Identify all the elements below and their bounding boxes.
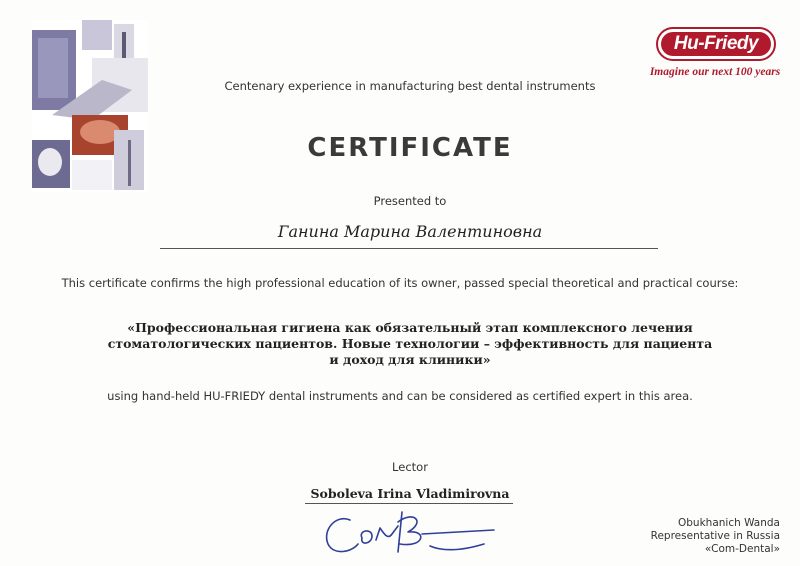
representative-company: «Com-Dental» [704, 543, 780, 555]
course-title [100, 320, 720, 368]
course-line: «Профессиональная гигиена как обязательный этап комплексного лечения [127, 320, 693, 335]
dental-collage-image [32, 20, 148, 192]
logo-text: Hu-Friedy [673, 33, 759, 54]
lector-label: Lector [392, 460, 428, 474]
confirmation-text: This certificate confirms the high professional education of its owner, passed special theoretical and practical course: [61, 276, 739, 290]
recipient-underline [160, 248, 658, 249]
representative-block [600, 517, 780, 556]
representative-role: Representative in Russia [650, 530, 780, 542]
presented-to-label: Presented to [373, 194, 447, 208]
representative-name: Obukhanich Wanda [678, 517, 780, 529]
course-line: стоматологических пациентов. Новые технологии – эффективность для пациента [107, 336, 713, 351]
course-line: и доход для клиники» [329, 352, 491, 367]
signature-image [318, 500, 508, 562]
brand-slogan: Imagine our next 100 years [649, 66, 781, 78]
certificate-title: CERTIFICATE [307, 133, 513, 163]
lector-name: Soboleva Irina Vladimirovna [310, 486, 510, 501]
recipient-name: Ганина Марина Валентиновна [277, 222, 543, 241]
header-subtitle: Centenary experience in manufacturing best dental instruments [224, 79, 596, 93]
usage-text: using hand-held HU-FRIEDY dental instruments and can be considered as certified expert in this area. [107, 389, 693, 403]
